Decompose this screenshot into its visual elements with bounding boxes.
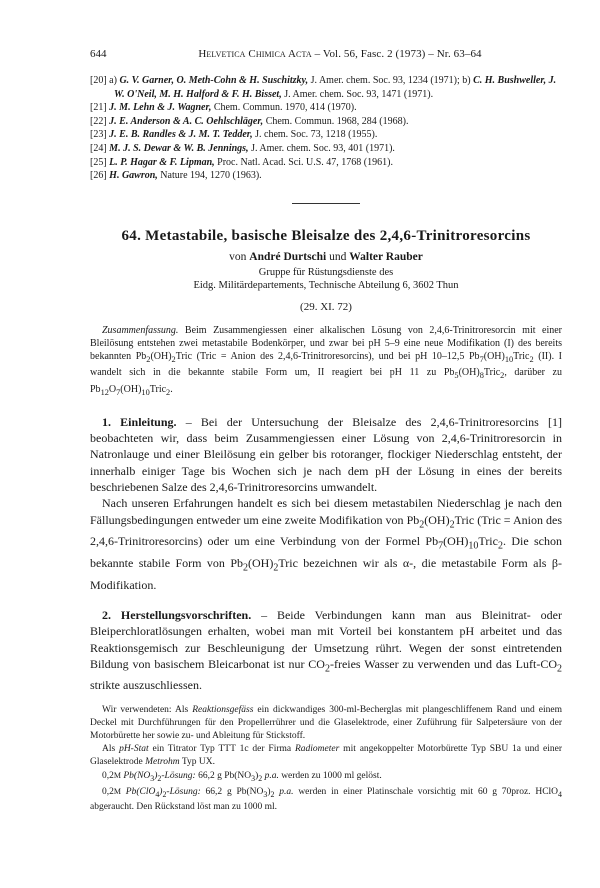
body-paragraph — [90, 495, 562, 593]
subscript: 8 — [479, 371, 484, 381]
reference-list — [90, 74, 562, 183]
subscript: 7 — [438, 540, 444, 552]
abstract-text: (OH) — [458, 367, 480, 379]
ref-authors: L. P. Hagar & F. Lipman, — [109, 156, 215, 168]
ref-source: J. Amer. chem. Soc. 93, 401 (1971). — [248, 142, 395, 154]
subscript: 3 — [263, 789, 268, 799]
small-italic: -Lösung: — [161, 770, 196, 781]
subscript: 7 — [116, 387, 121, 397]
subscript: 10 — [468, 540, 479, 552]
subscript: 2 — [557, 663, 563, 675]
abstract-text: (OH) — [150, 351, 172, 363]
body-text: (OH) — [424, 512, 450, 527]
page-number: 644 — [90, 48, 107, 60]
subscript: 2 — [529, 355, 534, 365]
abstract-text: (OH) — [120, 383, 142, 395]
ref-source: Chem. Commun. 1968, 284 (1968). — [263, 115, 409, 127]
small-text: ) — [267, 786, 271, 797]
ref-number: [25] — [90, 156, 110, 168]
abstract-text: Tric (Tric = Anion des 2,4,6-Trinitroresorcins), und bei pH 10–12,5 Pb — [175, 351, 480, 363]
page — [90, 48, 562, 814]
subscript: 2 — [157, 773, 162, 783]
and-word: und — [326, 250, 350, 263]
body-text: Tric — [478, 534, 498, 549]
journal-line — [118, 48, 562, 60]
small-paragraph — [90, 704, 562, 743]
author-name: André Durtschi — [249, 250, 327, 263]
section-heading: 1. Einleitung. — [102, 414, 177, 429]
by-word: von — [229, 250, 250, 263]
ref-authors: G. V. Garner, O. Meth-Cohn & H. Suschitzky, — [119, 75, 309, 86]
section-introduction — [90, 414, 562, 495]
journal-issue: – Vol. 56, Fasc. 2 (1973) – Nr. 63–64 — [311, 48, 482, 60]
small-text: mit angekoppelter Motorbürette Typ SBU 1a und einer Glaselektrode — [90, 743, 562, 767]
small-italic: Reaktionsgefäss — [192, 704, 254, 715]
subscript: 4 — [155, 789, 160, 799]
small-italic: Radiometer — [294, 743, 340, 754]
subscript: 2 — [146, 355, 151, 365]
abstract-text: Tric — [149, 383, 167, 395]
subscript: 2 — [162, 789, 167, 799]
body-text: – Beide Verbindungen kann man aus Bleinitrat- oder Bleiperchloratlösungen erhalten, wobei man mit Vorteil bei konstantem pH arbeitet und das Reaktionsgemisch zur Beschleunigung der Umsetzung rührt. Wegen der sonst eintretenden Bildung von basischem Bleicarbonat ist nur CO — [90, 607, 563, 671]
ref-source: J. chem. Soc. 73, 1218 (1955). — [252, 129, 378, 141]
abstract-text: , darüber zu Pb — [90, 367, 562, 395]
experimental-details — [90, 704, 562, 814]
article-authors — [90, 251, 562, 263]
small-text: ein dickwandiges 300-ml-Becherglas mit plangeschliffenem Rand und einem Deckel mit Durchführungen für den Propellerrührer und die Glaselektrode, einer Zuführung für Salpetersäure von der Motorbürette her sowie zu- und Ableitung für Stickstoff. — [90, 704, 562, 741]
abstract-text: . — [170, 383, 173, 395]
small-text: abgeraucht. Den Rückstand löst man zu 1000 ml. — [90, 801, 278, 812]
small-text: 0,2 — [102, 770, 114, 781]
body-text: Tric bezeichnen wir als α-, die metastabile Form als β-Modifikation. — [90, 555, 562, 592]
body-text: -freies Wasser zu verwenden und das Luft-CO — [329, 656, 558, 671]
affiliation — [90, 266, 562, 293]
small-text: Typ UX. — [179, 756, 215, 767]
small-text: 66,2 g Pb(NO — [195, 770, 252, 781]
subscript: 2 — [449, 518, 455, 530]
small-italic: -Lösung: — [166, 786, 201, 797]
abstract-text: (II). I wandelt sich in die bekannte stabile Form um, II reagiert bei pH 11 zu Pb — [90, 351, 563, 379]
ref-source: J. Amer. chem. Soc. 93, 1471 (1971). — [281, 88, 434, 100]
ref-source: Nature 194, 1270 (1963). — [157, 170, 262, 182]
small-text: Als — [102, 743, 120, 754]
subscript: 4 — [558, 789, 562, 799]
body-text: – Bei der Untersuchung der Bleisalze des 2,4,6-Trinitroresorcins [1] beobachteten wir, dass beim Zusammengiessen einer Lösung von 2,4,6-Trinitroresorcin in Natronlauge und einer Bleilösung ein gelber bis rotoranger, flockiger Niederschlag entsteht, der innerhalb einiger Tage bis Wochen sich je nach dem pH der Lösung in eines der bereits beschriebenen Salze des 2,4,6-Trinitroresorcins umwandelt. — [90, 414, 563, 494]
small-text: M — [113, 786, 121, 796]
abstract-text: (OH) — [483, 351, 505, 363]
ref-source: Chem. Commun. 1970, 414 (1970). — [211, 102, 357, 114]
ref-number: [26] — [90, 170, 110, 182]
subscript: 2 — [324, 663, 330, 675]
reference-item — [90, 156, 562, 170]
reference-item — [90, 142, 562, 156]
small-italic: p.a. — [262, 770, 279, 781]
running-header — [90, 48, 562, 64]
small-italic: Pb(ClO — [121, 786, 156, 797]
small-italic: Pb(NO — [121, 770, 151, 781]
received-date: (29. XI. 72) — [300, 300, 352, 313]
journal-name: Helvetica Chimica Acta — [198, 48, 312, 60]
small-text: werden in einer Platinschale vorsichtig mit 60 g 70proz. HClO — [293, 786, 559, 797]
subscript: 2 — [166, 387, 171, 397]
small-text: Wir verwendeten: Als — [102, 704, 193, 715]
small-italic: ) — [154, 770, 158, 781]
ref-number: [21] — [90, 102, 110, 114]
small-paragraph — [90, 743, 562, 769]
affiliation-line: Eidg. Militärdepartements, Technische Abteilung 6, 3602 Thun — [193, 280, 459, 292]
reference-item — [90, 101, 562, 115]
small-italic: ) — [159, 786, 163, 797]
small-text: werden zu 1000 ml gelöst. — [278, 770, 382, 781]
separator-rule — [292, 203, 360, 204]
subscript: 3 — [150, 773, 155, 783]
small-paragraph — [90, 785, 562, 814]
body-text: (OH) — [443, 534, 469, 549]
subscript: 10 — [504, 355, 514, 365]
small-text: 0,2 — [102, 786, 114, 797]
small-text: ein Titrator Typ TTT 1c der Firma — [148, 743, 295, 754]
subscript: 2 — [270, 789, 275, 799]
subscript: 2 — [273, 562, 279, 574]
ref-authors: J. E. Anderson & A. C. Oehlschläger, — [109, 115, 264, 127]
body-text: (OH) — [248, 555, 274, 570]
subscript: 2 — [243, 562, 248, 574]
small-text: 66,2 g Pb(NO — [200, 786, 264, 797]
abstract-text: Tric — [483, 367, 501, 379]
ref-authors: M. J. S. Dewar & W. B. Jennings, — [109, 142, 249, 154]
subscript: 5 — [454, 371, 459, 381]
subscript: 2 — [258, 773, 263, 783]
section-preparation — [90, 607, 562, 694]
abstract-text: O — [108, 383, 117, 395]
subscript: 7 — [479, 355, 484, 365]
small-italic: Metrohm — [145, 756, 180, 767]
abstract-label: Zusammenfassung. — [102, 324, 179, 336]
subscript: 10 — [141, 387, 150, 397]
ref-number: [22] — [90, 115, 110, 127]
reference-item — [90, 115, 562, 129]
subscript: 2 — [171, 355, 176, 365]
ref-source: Proc. Natl. Acad. Sci. U.S. 47, 1768 (1961). — [214, 156, 393, 168]
reference-item — [90, 74, 562, 101]
ref-authors: H. Gawron, — [109, 170, 158, 182]
ref-authors: C. H. Bushweller, J. W. O'Neil, M. H. Halford & F. H. Bisset, — [114, 75, 557, 100]
body-text: Tric (Tric = Anion des 2,4,6-Trinitroresorcins) oder um eine Verbindung von der Formel Pb — [90, 512, 563, 549]
ref-source: J. Amer. chem. Soc. 93, 1234 (1971); b) — [308, 75, 474, 86]
main-text — [90, 414, 562, 694]
article-title: 64. Metastabile, basische Bleisalze des 2,4,6-Trinitroresorcins — [121, 227, 531, 244]
subscript: 2 — [500, 371, 505, 381]
ref-authors: J. E. B. Randles & J. M. T. Tedder, — [109, 129, 253, 141]
body-text: . Die schon bekannte stabile Form von Pb — [90, 534, 563, 570]
body-text: strikte auszuschliessen. — [90, 678, 202, 693]
ref-number: [20] a) — [90, 75, 120, 86]
small-text: M — [113, 770, 121, 780]
author-name: Walter Rauber — [349, 250, 423, 263]
abstract-text: Tric — [513, 351, 530, 363]
ref-number: [24] — [90, 142, 110, 154]
subscript: 12 — [100, 387, 109, 397]
abstract — [90, 324, 562, 399]
affiliation-line: Gruppe für Rüstungsdienste des — [258, 266, 394, 278]
body-text: Nach unseren Erfahrungen handelt es sich bei diesem metastabilen Niederschlag je nach den Fällungsbedingungen entweder um eine zweite Modifikation von Pb — [90, 496, 562, 527]
small-paragraph — [90, 769, 562, 785]
ref-authors: J. M. Lehn & J. Wagner, — [109, 102, 212, 114]
subscript: 3 — [251, 773, 256, 783]
ref-number: [23] — [90, 129, 110, 141]
abstract-text: Beim Zusammengiessen einer alkalischen Lösung von 2,4,6-Trinitroresorcin mit einer Bleilösung entstehen zwei metastabile Bodenkörper, und zwar bei pH 5–9 eine neue Modifikation (I) des bereits bekannten Pb — [90, 324, 562, 363]
reference-item — [90, 169, 562, 183]
reference-item — [90, 128, 562, 142]
small-text: ) — [255, 770, 259, 781]
subscript: 2 — [497, 540, 503, 552]
small-italic: p.a. — [274, 786, 294, 797]
small-italic: pH-Stat — [119, 743, 149, 754]
section-heading: 2. Herstellungsvorschriften. — [102, 607, 252, 622]
subscript: 2 — [419, 518, 425, 530]
